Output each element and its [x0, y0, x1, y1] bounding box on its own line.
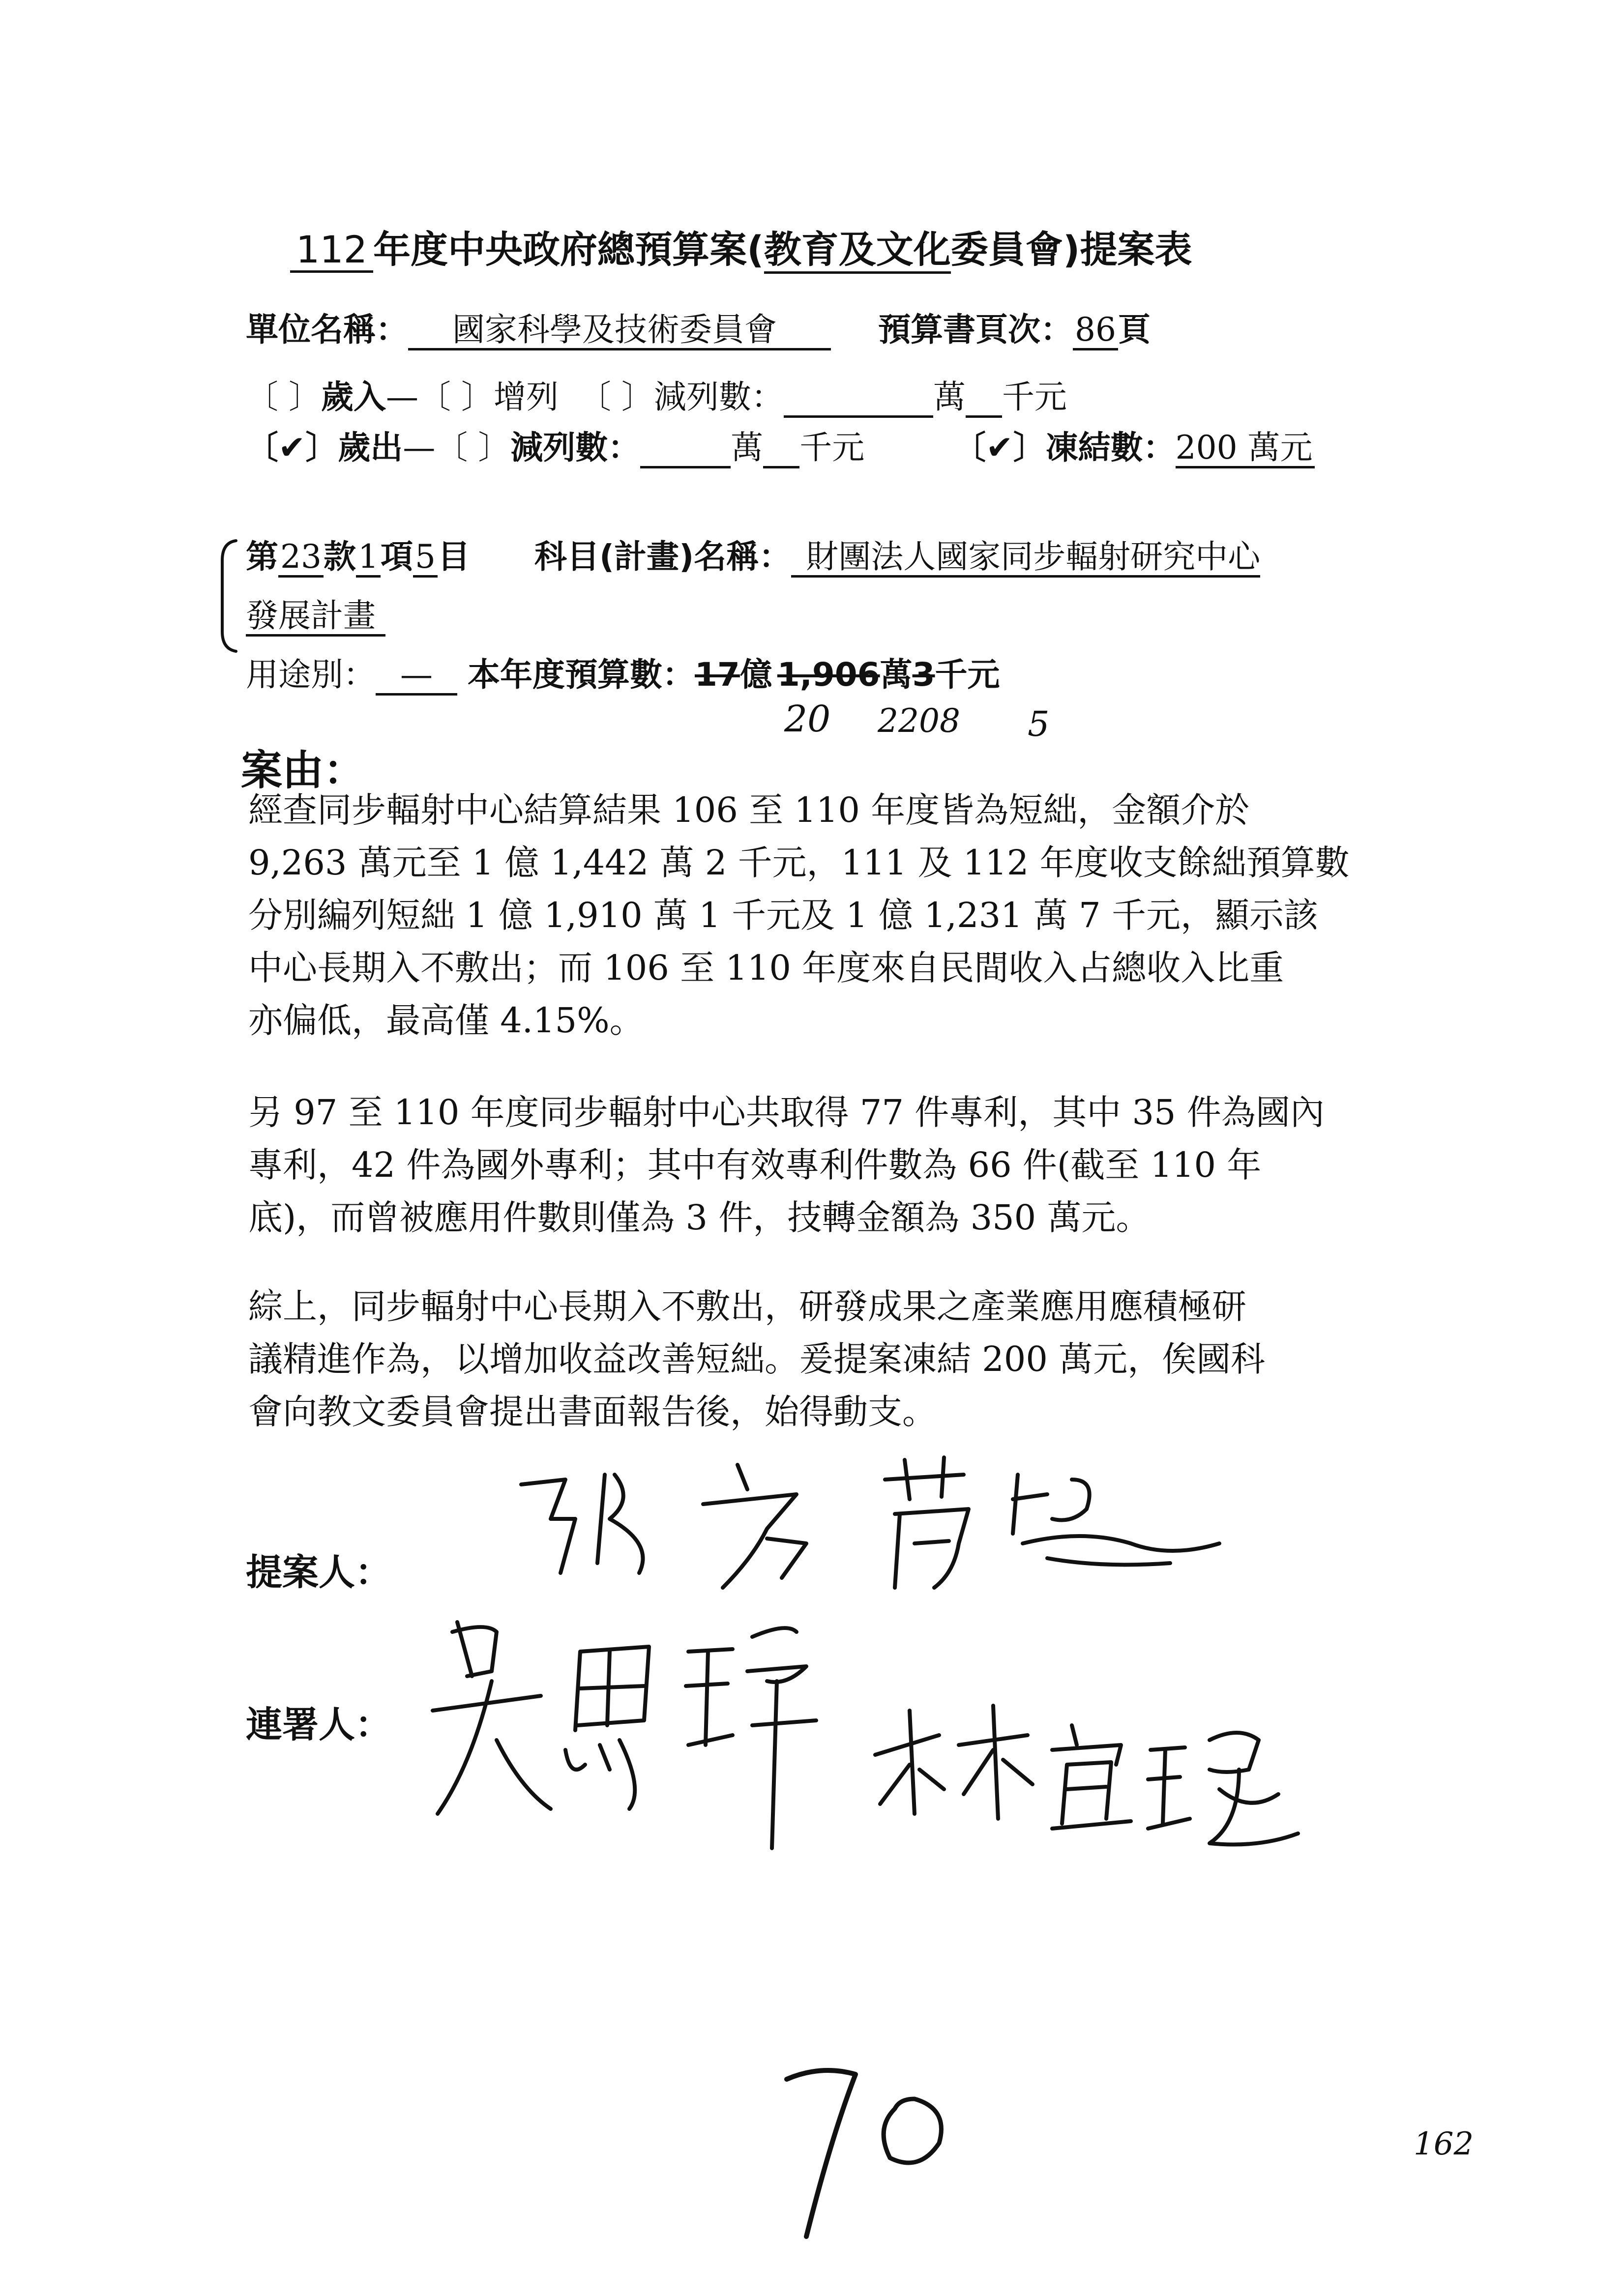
budget-qian-label: 千元 [935, 656, 1000, 694]
expense-decrease-blank [640, 432, 731, 468]
freeze-value: 200 萬元 [1176, 432, 1315, 468]
budget-qian: 3 [912, 656, 935, 694]
revenue-checkbox: 〔 〕 [246, 378, 321, 416]
revenue-label: 歲入 [321, 378, 386, 416]
reason-heading: 案由： [241, 746, 365, 794]
item-mu: 5 [413, 541, 438, 578]
page-suffix: 頁 [1118, 311, 1151, 349]
budget-label: 本年度預算數： [467, 656, 695, 694]
document-title [290, 228, 1192, 273]
expense-checkbox: 〔✔〕 [246, 429, 338, 466]
freeze-label: 凍結數： [1045, 429, 1176, 466]
proposer-label: 提案人： [246, 1551, 391, 1594]
unit-value: 國家科學及技術委員會 [408, 314, 831, 350]
proposer-signature [492, 1445, 1259, 1607]
item-kuan: 23 [278, 541, 324, 578]
expense-wan: 萬 [731, 429, 764, 466]
budget-wan-label: 萬 [880, 656, 913, 694]
subject-label: 科目(計畫)名稱： [534, 538, 792, 576]
item-line [246, 538, 1261, 578]
page-value: 86 [1073, 314, 1118, 350]
unit-label: 單位名稱： [246, 311, 408, 349]
revenue-line [246, 378, 1067, 418]
reason-paragraph-1: 經查同步輻射中心結算結果 106 至 110 年度皆為短絀，金額介於 9,263 萬元至 1 億 1,442 萬 2 千元，111 及 112 年度收支餘絀預算數 分別編列短絀 1 億 1,910 萬 1 千元及 1 億 1,231 萬 7 千元，顯示該 中心長期入不敷出；而 106 至 110 年度來自民間收入占總收入比重 亦偏低，最高僅 4.15%。 [248, 790, 1350, 1041]
cosigner-label: 連署人： [246, 1704, 391, 1746]
expense-decrease-label: 減列數： [510, 429, 641, 466]
title-year: 112 [290, 231, 373, 273]
expense-decrease-box: 〔 〕 [435, 429, 511, 466]
item-mu-label: 目 [437, 538, 470, 576]
revenue-decrease-blank [784, 381, 933, 418]
title-text2: 委員會)提案表 [950, 228, 1192, 271]
revenue-increase: 〔 〕增列 [418, 378, 559, 416]
subject-value-line1: 財團法人國家同步輻射研究中心 [791, 541, 1260, 578]
revenue-qian-blank [966, 381, 1002, 418]
budget-yi-label: 億 [739, 656, 772, 694]
expense-line [246, 429, 1315, 468]
title-text: 年度中央政府總預算案( [373, 228, 764, 271]
item-kuan-label: 款 [323, 538, 356, 576]
hand-wan: 2208 [878, 702, 960, 740]
page-number-small: 162 [1414, 2126, 1474, 2162]
item-xiang-label: 項 [380, 538, 413, 576]
freeze-checkbox: 〔✔〕 [953, 429, 1046, 466]
page-label: 預算書頁次： [878, 311, 1073, 349]
cosigner-signature-1 [413, 1602, 846, 1878]
revenue-decrease: 〔 〕減列數： [578, 378, 784, 416]
revenue-wan: 萬 [933, 378, 966, 416]
cosigner-signature-2 [865, 1696, 1318, 1853]
usage-label: 用途別： [246, 656, 376, 694]
title-committee: 教育及文化 [764, 228, 951, 274]
revenue-dash: — [385, 378, 418, 416]
usage-value: — [376, 659, 457, 696]
hand-qian: 5 [1028, 704, 1050, 744]
subject-value-line2: 發展計畫 [246, 600, 385, 637]
hand-yi: 20 [784, 698, 831, 740]
revenue-qian: 千元 [1002, 378, 1067, 416]
reason-paragraph-2: 另 97 至 110 年度同步輻射中心共取得 77 件專利，其中 35 件為國內 專利，42 件為國外專利；其中有效專利件數為 66 件(截至 110 年 底)，而曾被應用件數則僅為 3 件，技轉金額為 350 萬元。 [248, 1092, 1325, 1238]
budget-wan: 1,906 [777, 656, 880, 694]
item-bracket [216, 536, 246, 659]
usage-line [246, 656, 1000, 696]
subject-line2 [246, 597, 385, 637]
item-prefix: 第 [246, 538, 278, 576]
unit-line [246, 311, 1151, 350]
item-xiang: 1 [356, 541, 381, 578]
budget-yi: 17 [694, 656, 740, 694]
page-number-handwritten [733, 2050, 988, 2256]
expense-qian: 千元 [799, 429, 865, 466]
reason-paragraph-3: 綜上，同步輻射中心長期入不敷出，研發成果之產業應用應積極研 議精進作為，以增加收益改善短絀。爰提案凍結 200 萬元，俟國科 會向教文委員會提出書面報告後，始得動支。 [248, 1286, 1266, 1432]
expense-label: 歲出 [338, 429, 403, 466]
expense-dash: — [403, 429, 436, 466]
expense-qian-blank [763, 432, 799, 468]
